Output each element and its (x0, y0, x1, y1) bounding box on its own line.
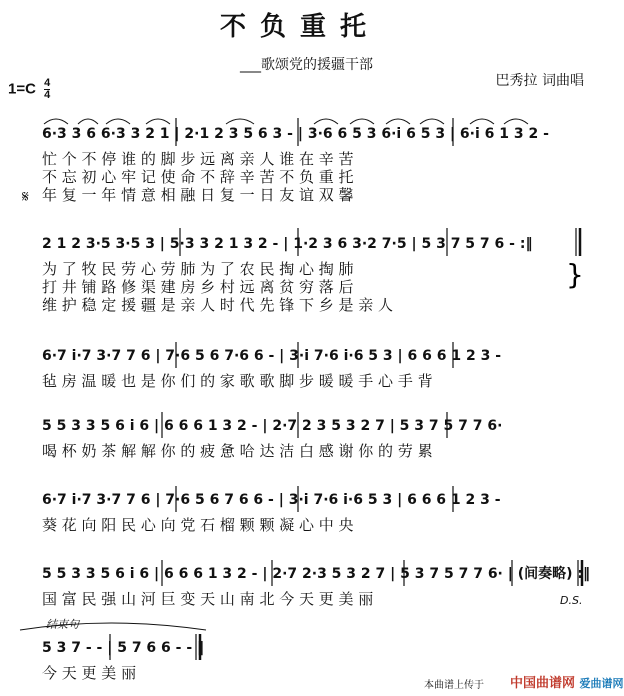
note-row-5: 6·7 i·7 3·7 7 6 | 7·6 5 6 7 6 6 - | 3·i 7·6 i·6 5 3 | 6 6 6 1 2 3 - (42, 492, 501, 508)
time-signature-bottom: 4 (44, 89, 51, 101)
composer-credit: 巴秀拉 词曲唱 (495, 73, 584, 89)
segno-sign: 𝄋 (22, 187, 29, 206)
note-row-1: 6·3 3 6 6·3 3 2 1 | 2·1 2 3 5 6 3 - | 3·6 6 5 3 6·i 6 5 3 | 6·i 6 1 3 2 - (42, 126, 549, 142)
ds-marker: D.S. (560, 594, 583, 607)
lyric-line: 不 忘 初 心 牢 记 使 命 不 辞 辛 苦 不 负 重 托 (42, 168, 354, 186)
lyric-line: 葵 花 向 阳 民 心 向 党 石 榴 颗 颗 凝 心 中 央 (42, 516, 354, 534)
note-row-7: 5 3 7 - - | 5 7 6 6 - - ‖ (42, 640, 205, 656)
time-signature-top: 4 (44, 77, 51, 89)
site-logo-main: 中国曲谱网 (510, 676, 576, 691)
note-row-6: 5 5 3 3 5 6 i 6 | 6 6 6 1 3 2 - | 2·7 2·3 5 3 2 7 | 5 3 7 5 7 7 6· | (间奏略) :‖ (42, 566, 591, 582)
lyric-line: 年 复 一 年 情 意 相 融 日 复 一 日 友 谊 双 馨 (42, 186, 354, 204)
song-title: 不负重托 (219, 12, 380, 42)
note-row-2: 2 1 2 3·5 3·5 3 | 5·3 3 2 1 3 2 - | 1·2 3 6 3·2 7·5 | 5 3 7 5 7 6 - :‖ (42, 236, 533, 252)
lyric-line: 喝 杯 奶 茶 解 解 你 的 疲 惫 哈 达 洁 白 感 谢 你 的 劳 累 (42, 442, 433, 460)
coda-label: 结束句 (46, 618, 79, 631)
note-rows (42, 126, 590, 656)
lyric-line: 维 护 稳 定 援 疆 是 亲 人 时 代 先 锋 下 乡 是 亲 人 (42, 296, 394, 314)
lyric-line: 今 天 更 美 丽 (42, 664, 137, 682)
lyric-line: 为 了 牧 民 劳 心 劳 肺 为 了 农 民 掏 心 掏 肺 (42, 260, 354, 278)
song-subtitle: ___歌颂党的援疆干部 (240, 57, 373, 73)
note-row-4: 5 5 3 3 5 6 i 6 | 6 6 6 1 3 2 - | 2·7 2 3 5 3 2 7 | 5 3 7 5 7 7 6· (42, 418, 503, 434)
key-signature-text: 1=C (8, 80, 36, 98)
lyric-line: 忙 个 不 停 谁 的 脚 步 远 离 亲 人 谁 在 辛 苦 (42, 150, 354, 168)
lyric-rows (42, 150, 433, 682)
site-logo-sub: 爱曲谱网 (579, 677, 624, 690)
lyric-brace: } (566, 258, 584, 291)
lyric-line: 打 井 铺 路 修 渠 建 房 乡 村 远 离 贫 穷 落 后 (42, 278, 354, 296)
upload-note: 本曲谱上传于 (424, 680, 484, 691)
score-markers (22, 187, 582, 631)
site-logo[interactable] (510, 672, 624, 691)
note-row-3: 6·7 i·7 3·7 7 6 | 7·6 5 6 7·6 6 - | 3·i 7·6 i·6 5 3 | 6 6 6 1 2 3 - (42, 348, 502, 364)
lyric-line: 国 富 民 强 山 河 巨 变 天 山 南 北 今 天 更 美 丽 (42, 590, 374, 608)
lyric-line: 毡 房 温 暖 也 是 你 们 的 家 歌 歌 脚 步 暖 暖 手 心 手 背 (42, 372, 433, 390)
